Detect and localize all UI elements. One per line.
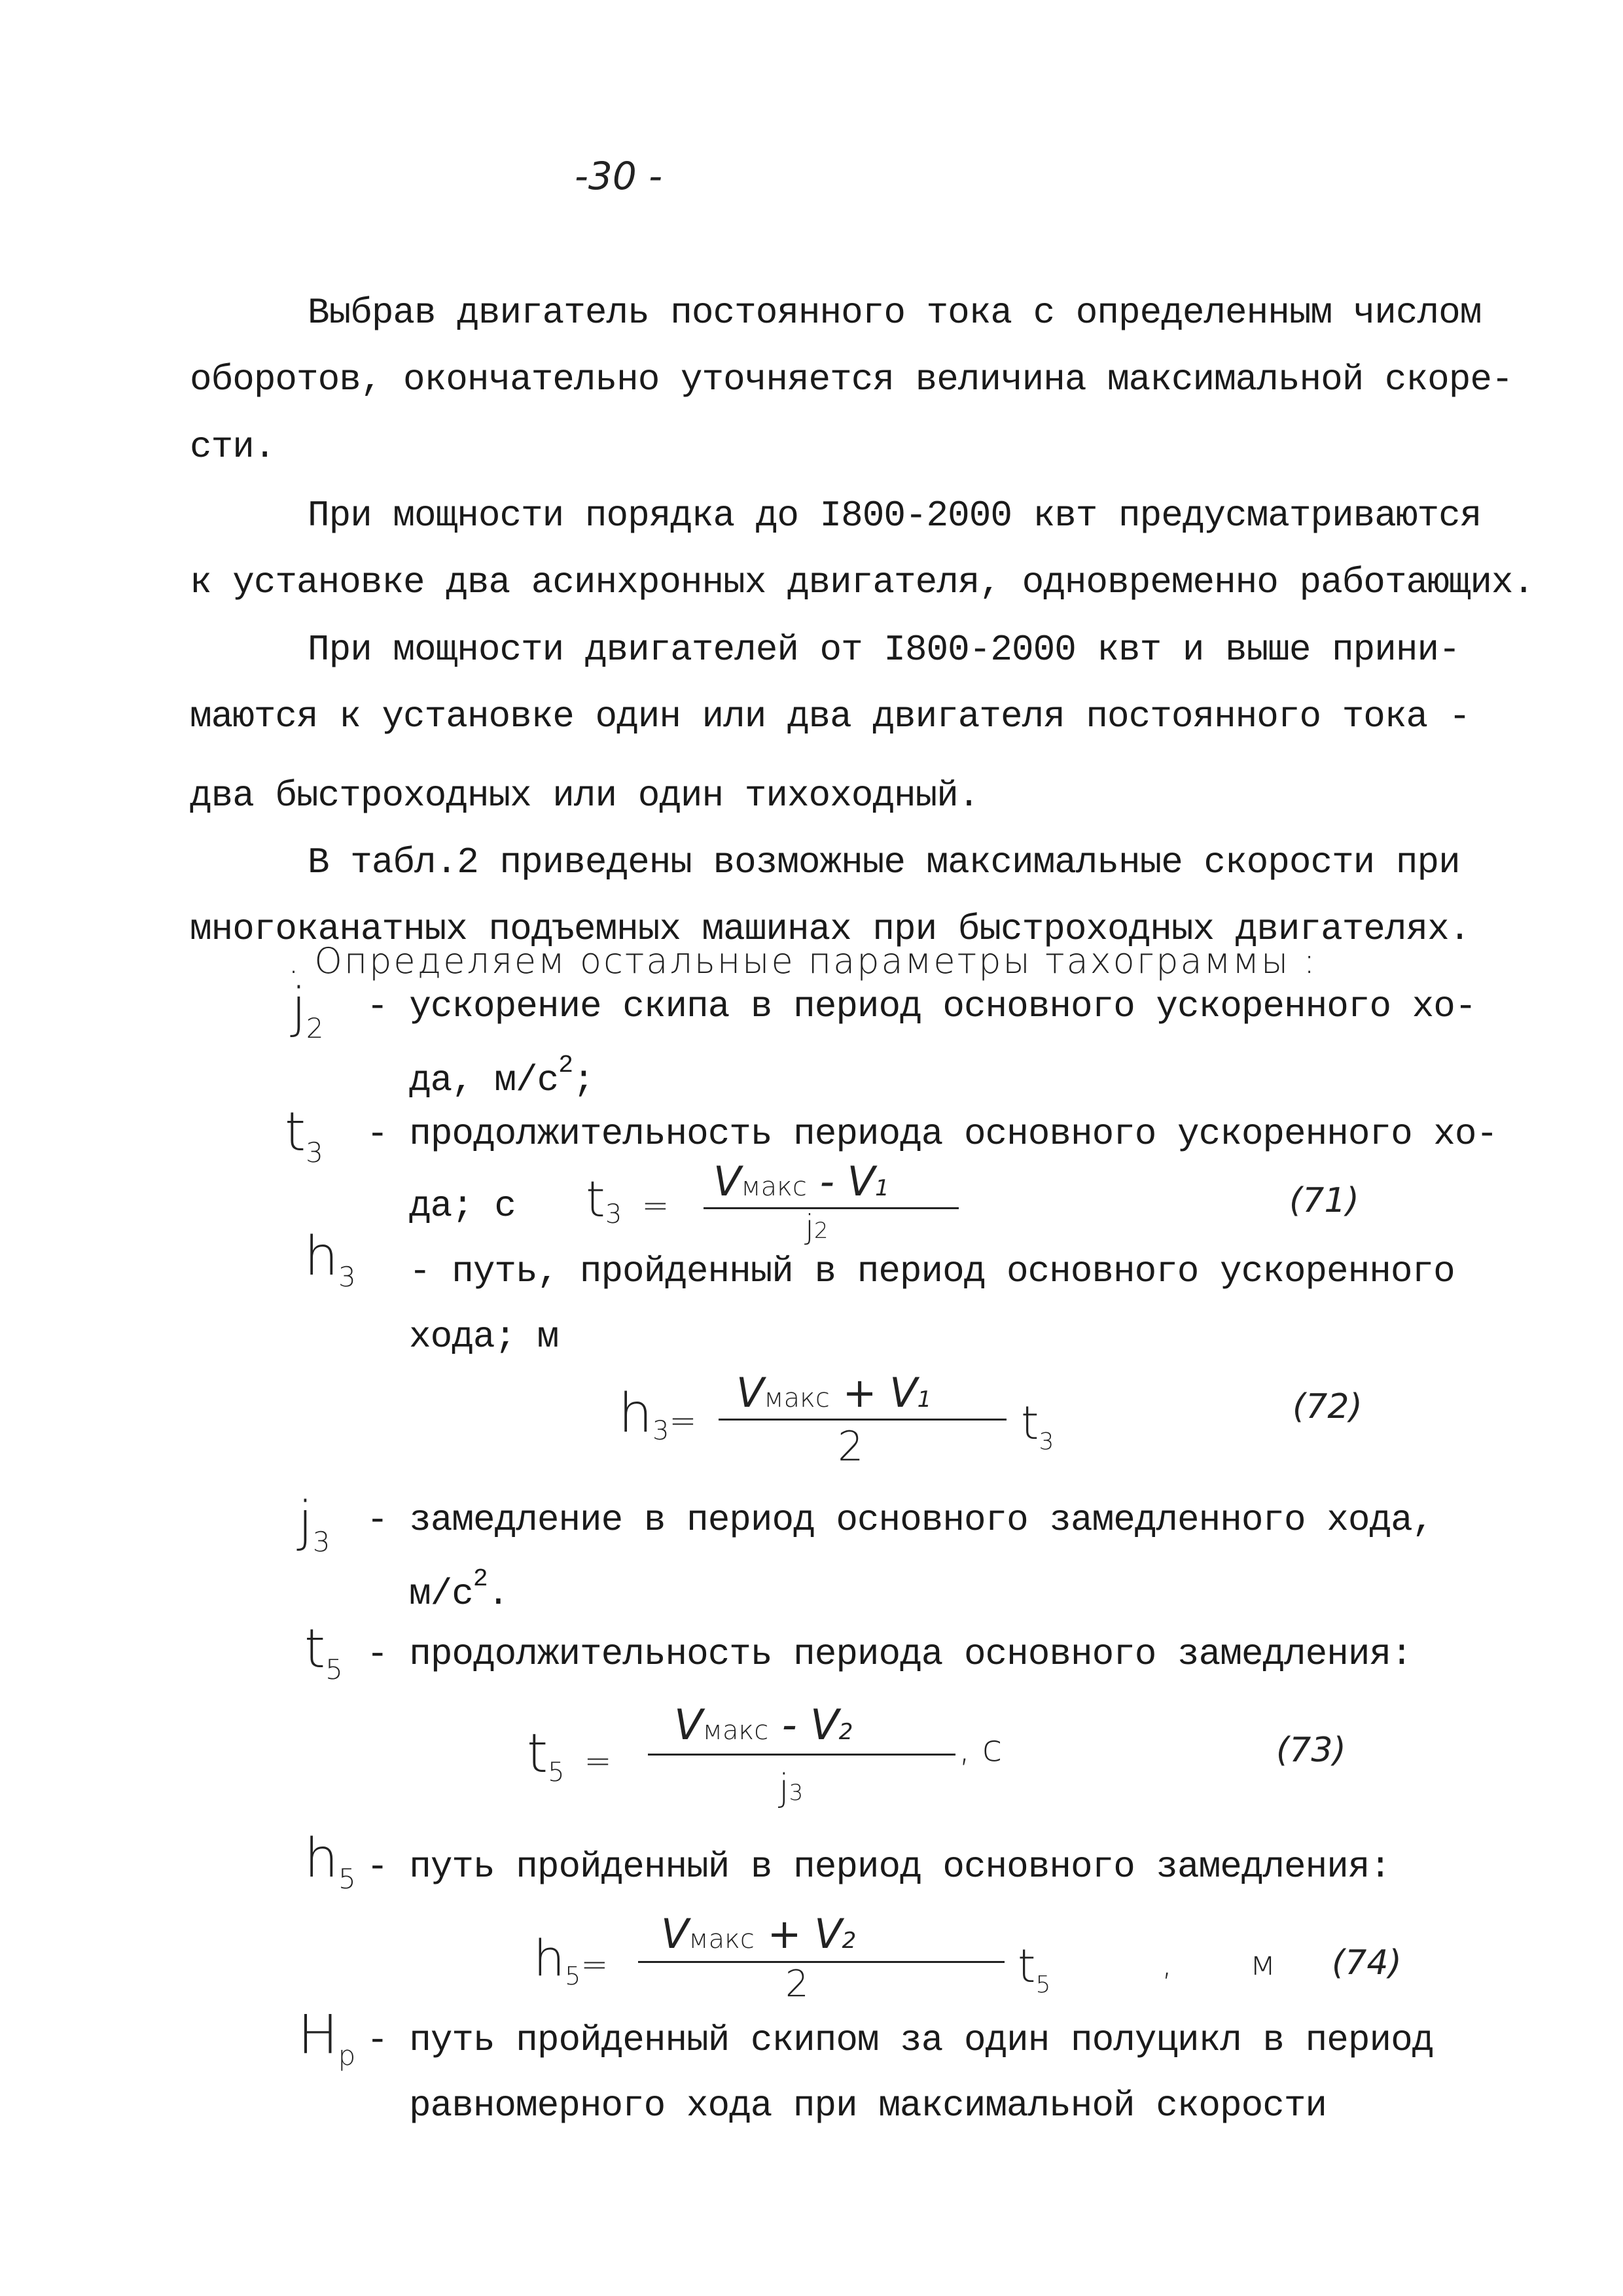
eq71-fraction-bar: [704, 1207, 959, 1209]
eq72-lhs: h3=: [618, 1383, 697, 1446]
eq73-numerator: Vмакс - V2: [674, 1701, 853, 1750]
eq74-lhs: h5=: [533, 1929, 609, 1990]
definition-j3-line-1: - замедление в период основного замедленного хода,: [366, 1499, 1434, 1541]
eq74-multiplier: $t_5$: [1018, 1939, 1051, 1998]
paragraph-2-line-2: к установке два асинхронных двигателя, одновременно работающих.: [190, 561, 1535, 603]
eq73-lhs: t5 =: [527, 1723, 612, 1788]
eq73-unit: , с: [959, 1727, 1003, 1770]
eq74-unit-separator: ,: [1162, 1944, 1173, 1983]
eq71-denominator: j2: [805, 1208, 829, 1246]
definition-Hp-line-1: - путь пройденный скипом за один полуцикл в период: [366, 2019, 1434, 2061]
definition-h5-line-1: - путь пройденный в период основного замедления:: [366, 1846, 1391, 1888]
paragraph-1-line-2: оборотов, окончательно уточняется величина максимальной скоре-: [190, 359, 1513, 400]
definition-t5-line-1: - продолжительность периода основного замедления:: [366, 1633, 1412, 1675]
paragraph-3-line-3: два быстроходных или один тихоходный.: [190, 775, 980, 817]
eq72-numerator: Vмакс + V1: [736, 1369, 932, 1417]
paragraph-4-line-1: В табл.2 приведены возможные максимальные скорости при: [308, 841, 1460, 883]
eq74-unit: м: [1250, 1944, 1276, 1983]
eq73-number: (73): [1276, 1731, 1346, 1770]
eq71-lhs: t3 =: [586, 1170, 669, 1229]
symbol-h5: $h_5$: [304, 1828, 356, 1895]
definition-t3-line-2: да; с: [409, 1185, 516, 1227]
symbol-h3: $h_3$: [304, 1226, 356, 1293]
definition-j3-line-2: $м/с^2$.: [409, 1565, 509, 1615]
definition-h3-line-2: хода; м: [409, 1316, 559, 1358]
eq74-numerator: Vмакс + V2: [661, 1910, 857, 1958]
symbol-j3: $j_3$: [298, 1491, 330, 1558]
symbol-t5: $t_5$: [304, 1618, 343, 1686]
definition-Hp-line-2: равномерного хода при максимальной скорости: [409, 2085, 1327, 2127]
paragraph-4-line-2: многоканатных подъемных машинах при быстроходных двигателях.: [190, 908, 1471, 950]
eq72-denominator: 2: [838, 1422, 864, 1470]
definition-t3-line-1: - продолжительность периода основного ускоренного хо-: [366, 1113, 1498, 1155]
eq72-multiplier: $t_3$: [1021, 1396, 1054, 1455]
paragraph-1-line-1: Выбрав двигатель постоянного тока с определенным числом: [308, 292, 1482, 334]
eq71-numerator: Vмакс - V1: [713, 1157, 889, 1205]
eq72-number: (72): [1293, 1387, 1363, 1426]
symbol-j2: $j_2$: [291, 977, 324, 1044]
paragraph-1-line-3: сти.: [190, 426, 276, 468]
page-number: -30 -: [575, 154, 663, 198]
definition-h3-line-1: - путь, пройденный в период основного ускоренного: [409, 1250, 1455, 1292]
paragraph-2-line-1: При мощности порядка до I800-2000 квт предусматриваются: [308, 495, 1482, 537]
eq74-denominator: 2: [785, 1963, 809, 2005]
symbol-t3: $t_3$: [285, 1101, 323, 1169]
definition-j2-line-1: - ускорение скипа в период основного ускоренного хо-: [366, 985, 1476, 1027]
eq73-fraction-bar: [648, 1754, 955, 1756]
eq74-fraction-bar: [638, 1961, 1005, 1963]
eq71-number: (71): [1289, 1181, 1359, 1220]
definition-j2-line-2: да, $м/с^2$;: [409, 1051, 594, 1101]
eq73-denominator: j3: [779, 1767, 804, 1809]
paragraph-3-line-1: При мощности двигателей от I800-2000 квт и выше прини-: [308, 629, 1460, 671]
symbol-Hp: $H_р$: [298, 2004, 356, 2072]
eq74-number: (74): [1332, 1943, 1402, 1983]
paragraph-3-line-2: маются к установке один или два двигателя постоянного тока -: [190, 696, 1471, 737]
handwritten-heading: . Определяем остальные параметры тахограммы :: [288, 940, 1317, 981]
eq72-fraction-bar: [719, 1419, 1007, 1421]
